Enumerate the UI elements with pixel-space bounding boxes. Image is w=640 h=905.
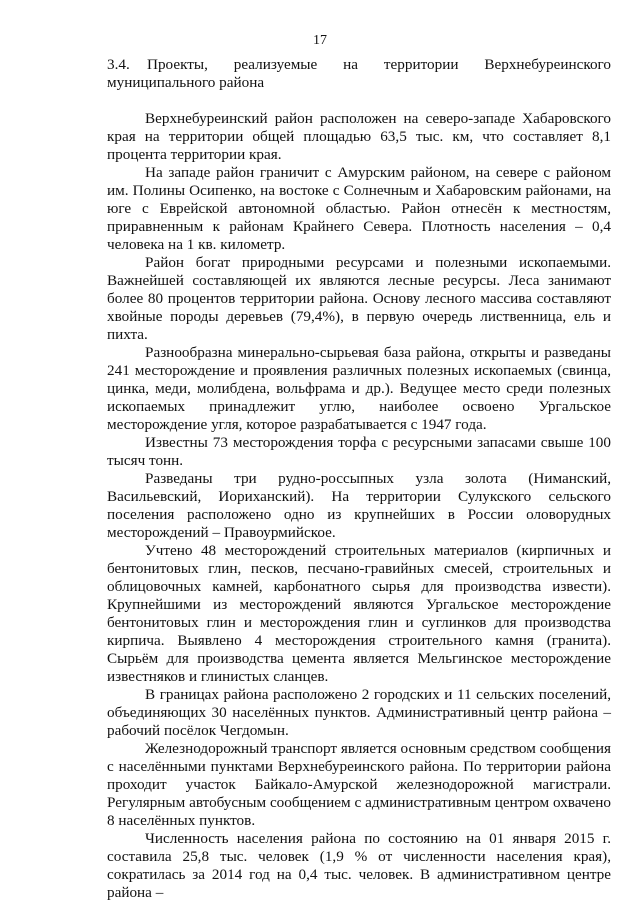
paragraph-settlements: В границах района расположено 2 городских и 11 сельских поселений, объединяющих 30 населённых пунктов. Административный центр района – рабочий посёлок Чегдомын. (107, 686, 611, 739)
paragraph-gold-tin: Разведаны три рудно-россыпных узла золота (Ниманский, Васильевский, Иориханский). На территории Сулукского сельского поселения расположено одно из крупнейших в России оловорудных месторождений – Правоурмийское. (107, 470, 611, 541)
section-title: Проекты, реализуемые на территории Верхнебуреинского муниципального района (107, 56, 611, 91)
paragraph-mineral-base: Разнообразна минерально-сырьевая база района, открыты и разведаны 241 месторождение и проявления различных полезных ископаемых (свинца, цинка, меди, молибдена, вольфрама и др.). Ведущее место среди полезных ископаемых принадлежит углю, наиболее освоено Ургальское месторождение угля, которое разрабатывается с 1947 года. (107, 344, 611, 433)
paragraph-district-borders: На западе район граничит с Амурским районом, на севере с районом им. Полины Осипенко, на востоке с Солнечным и Хабаровским районами, на юге с Еврейской автономной областью. Район отнесён к местностям, приравненным к районам Крайнего Севера. Плотность населения – 0,4 человека на 1 кв. километр. (107, 164, 611, 253)
paragraph-natural-resources: Район богат природными ресурсами и полезными ископаемыми. Важнейшей составляющей их являются лесные ресурсы. Леса занимают более 80 процентов территории района. Основу лесного массива составляют хвойные породы деревьев (79,4%), в первую очередь лиственница, ель и пихта. (107, 254, 611, 343)
section-heading (107, 56, 611, 92)
paragraph-transport: Железнодорожный транспорт является основным средством сообщения с населёнными пунктами Верхнебуреинского района. По территории района проходит участок Байкало-Амурской железнодорожной магистрали. Регулярным автобусным сообщением с административным центром охвачено 8 населённых пунктов. (107, 740, 611, 829)
paragraph-district-location: Верхнебуреинский район расположен на северо-западе Хабаровского края на территории общей площадью 63,5 тыс. км, что составляет 8,1 процента территории края. (107, 110, 611, 163)
document-body (107, 56, 611, 902)
paragraph-population: Численность населения района по состоянию на 01 января 2015 г. составила 25,8 тыс. человек (1,9 % от численности населения края), сократилась за 2014 год на 0,4 тыс. человек. В административном центре района – (107, 830, 611, 901)
page-number: 17 (313, 33, 327, 48)
paragraph-peat-deposits: Известны 73 месторождения торфа с ресурсными запасами свыше 100 тысяч тонн. (107, 434, 611, 469)
paragraph-building-materials: Учтено 48 месторождений строительных материалов (кирпичных и бентонитовых глин, песков, песчано-гравийных смесей, строительных и облицовочных камней, карбонатного сырья для производства извести). Крупнейшими из месторождений являются Ургальское месторождение бентонитовых глин и месторождения глин и суглинков для производства кирпича. Выявлено 4 месторождения строительного камня (гранита). Сырьём для производства цемента является Мельгинское месторождение известняков и глинистых сланцев. (107, 542, 611, 685)
section-number: 3.4. (107, 56, 130, 73)
